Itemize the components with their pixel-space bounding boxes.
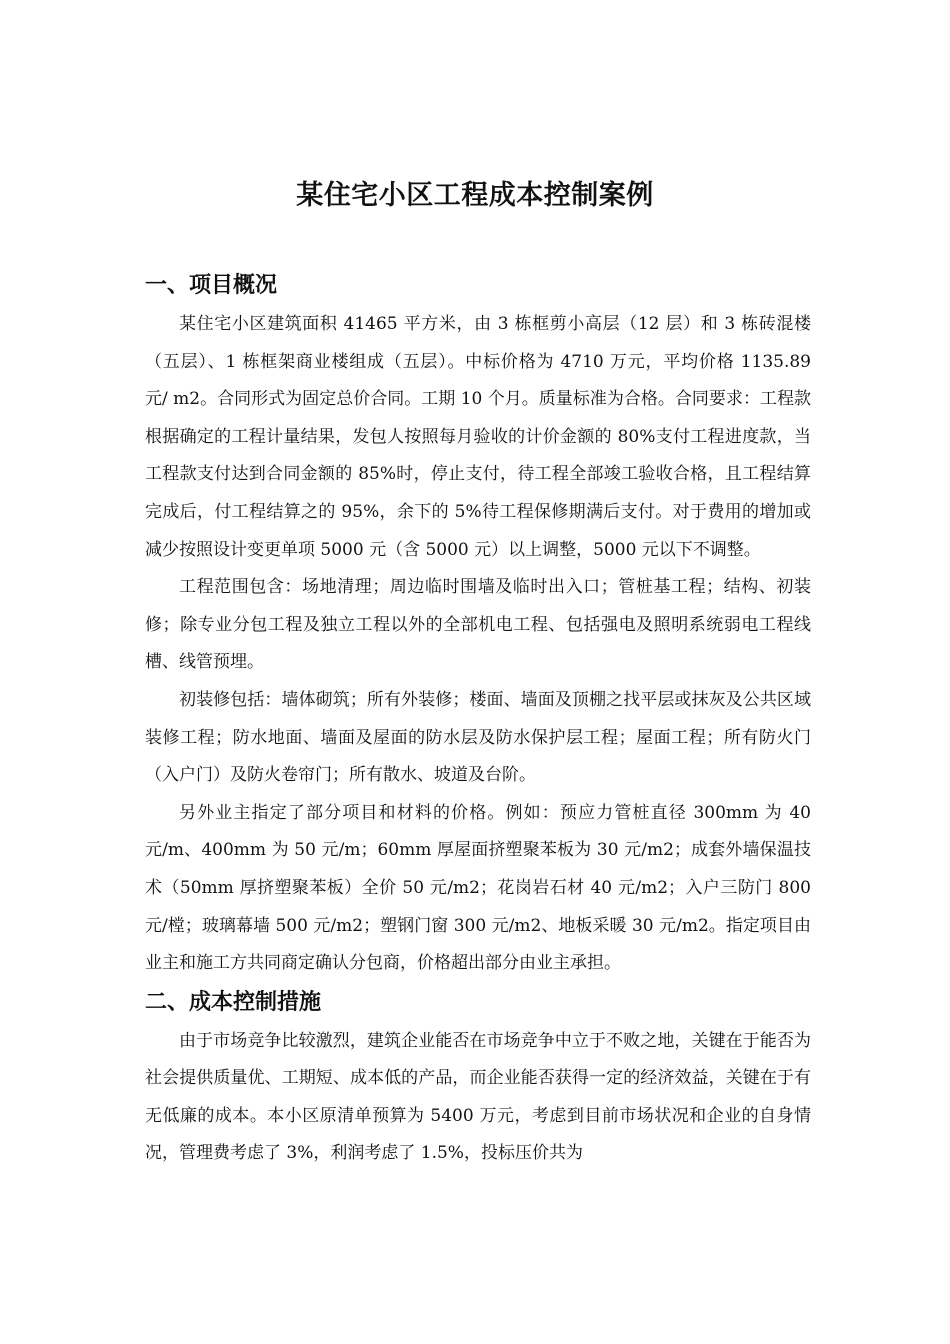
section-heading-cost-control: 二、成本控制措施: [145, 989, 322, 1015]
section-heading-overview: 一、项目概况: [145, 273, 278, 298]
paragraph-overview-1: 某住宅小区建筑面积 41465 平方米，由 3 栋框剪小高层（12 层）和 3 栋砖混楼（五层）、1 栋框架商业楼组成（五层）。中标价格为 4710 万元，平均价格 1135.89 元/ m2。合同形式为固定总价合同。工期 10 个月。质量标准为合格。合同要求：工程款根据确定的工程计量结果，发包人按照每月验收的计价金额的 80%支付工程进度款，当工程款支付达到合同金额的 85%时，停止支付，待工程全部竣工验收合格，且工程结算完成后，付工程结算之的 95%，余下的 5%待工程保修期满后支付。对于费用的增加或减少按照设计变更单项 5000 元（含 5000 元）以上调整，5000 元以下不调整。: [145, 314, 811, 560]
page-title: 某住宅小区工程成本控制案例: [296, 180, 654, 211]
paragraph-cost-control-1: 由于市场竞争比较激烈，建筑企业能否在市场竞争中立于不败之地，关键在于能否为社会提供质量优、工期短、成本低的产品，而企业能否获得一定的经济效益，关键在于有无低廉的成本。本小区原清单预算为 5400 万元，考虑到目前市场状况和企业的自身情况，管理费考虑了 3%，利润考虑了 1.5%，投标压价共为: [145, 1030, 811, 1164]
document-body: [145, 266, 811, 1173]
paragraph-overview-3: 初装修包括：墙体砌筑；所有外装修；楼面、墙面及顶棚之找平层或抹灰及公共区域装修工程；防水地面、墙面及屋面的防水层及防水保护层工程；屋面工程；所有防火门（入户门）及防火卷帘门；所有散水、坡道及台阶。: [145, 689, 811, 786]
paragraph-overview-4: 另外业主指定了部分项目和材料的价格。例如：预应力管桩直径 300mm 为 40 元/m、400mm 为 50 元/m；60mm 厚屋面挤塑聚苯板为 30 元/m2；成套外墙保温技术（50mm 厚挤塑聚苯板）全价 50 元/m2；花岗岩石材 40 元/m2；入户三防门 800 元/樘；玻璃幕墙 500 元/m2；塑钢门窗 300 元/m2、地板采暖 30 元/m2。指定项目由业主和施工方共同商定确认分包商，价格超出部分由业主承担。: [145, 802, 811, 974]
paragraph-overview-2: 工程范围包含：场地清理；周边临时围墙及临时出入口；管桩基工程；结构、初装修；除专业分包工程及独立工程以外的全部机电工程、包括强电及照明系统弱电工程线槽、线管预埋。: [145, 577, 811, 673]
